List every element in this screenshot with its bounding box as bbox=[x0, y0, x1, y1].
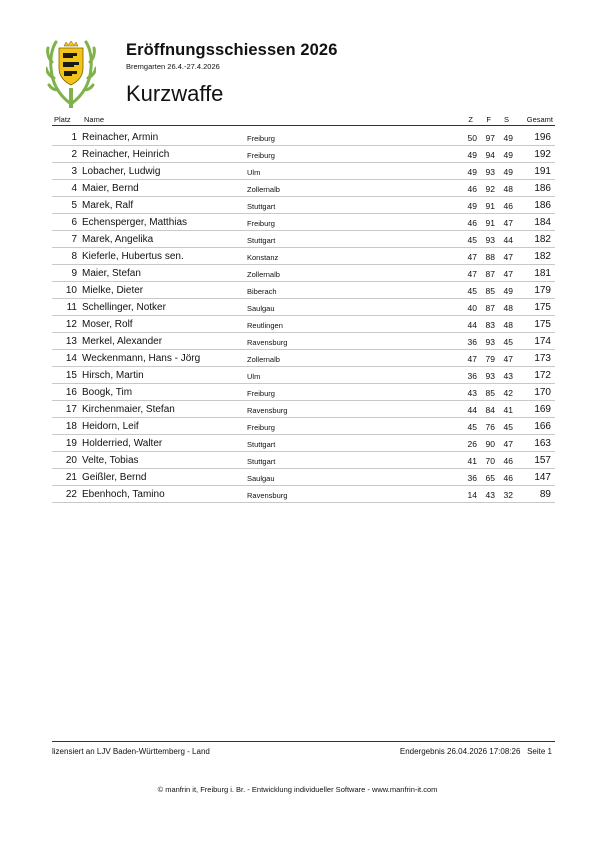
name-cell: Holderried, Walter bbox=[82, 438, 163, 449]
z-score-cell: 47 bbox=[467, 354, 477, 364]
s-score-cell: 41 bbox=[503, 405, 513, 415]
z-score-cell: 49 bbox=[467, 150, 477, 160]
result-timestamp: Endergebnis 26.04.2026 17:08:26 bbox=[399, 747, 521, 756]
s-score-cell: 46 bbox=[503, 473, 513, 483]
rank-cell: 1 bbox=[71, 132, 77, 143]
col-s-header: S bbox=[503, 115, 509, 124]
s-score-cell: 49 bbox=[503, 133, 513, 143]
club-cell: Stuttgart bbox=[247, 202, 276, 211]
col-f-header: F bbox=[486, 115, 491, 124]
f-score-cell: 93 bbox=[485, 235, 495, 245]
club-cell: Ravensburg bbox=[247, 491, 288, 500]
table-row bbox=[52, 214, 555, 231]
s-score-cell: 48 bbox=[503, 184, 513, 194]
name-cell: Heidorn, Leif bbox=[82, 421, 139, 432]
table-row bbox=[52, 163, 555, 180]
s-score-cell: 47 bbox=[503, 252, 513, 262]
total-score-cell: 196 bbox=[534, 132, 551, 143]
antler-crest-logo bbox=[46, 38, 96, 110]
total-score-cell: 175 bbox=[534, 319, 551, 330]
name-cell: Ebenhoch, Tamino bbox=[82, 489, 165, 500]
z-score-cell: 45 bbox=[467, 422, 477, 432]
total-score-cell: 89 bbox=[539, 489, 551, 500]
table-row bbox=[52, 367, 555, 384]
rank-cell: 3 bbox=[71, 166, 77, 177]
results-table bbox=[52, 129, 555, 503]
total-score-cell: 181 bbox=[534, 268, 551, 279]
rank-cell: 14 bbox=[65, 353, 77, 364]
total-score-cell: 173 bbox=[534, 353, 551, 364]
s-score-cell: 49 bbox=[503, 286, 513, 296]
rank-cell: 2 bbox=[71, 149, 77, 160]
total-score-cell: 191 bbox=[534, 166, 551, 177]
rank-cell: 15 bbox=[65, 370, 77, 381]
name-cell: Boogk, Tim bbox=[82, 387, 133, 398]
s-score-cell: 47 bbox=[503, 218, 513, 228]
club-cell: Ravensburg bbox=[247, 338, 288, 347]
name-cell: Merkel, Alexander bbox=[82, 336, 163, 347]
table-row bbox=[52, 282, 555, 299]
club-cell: Stuttgart bbox=[247, 236, 276, 245]
f-score-cell: 93 bbox=[485, 167, 495, 177]
rank-cell: 6 bbox=[71, 217, 77, 228]
f-score-cell: 43 bbox=[485, 490, 495, 500]
f-score-cell: 93 bbox=[485, 337, 495, 347]
rank-cell: 11 bbox=[66, 302, 77, 313]
rank-cell: 16 bbox=[65, 387, 77, 398]
name-cell: Maier, Bernd bbox=[82, 183, 139, 194]
table-row bbox=[52, 401, 555, 418]
club-cell: Freiburg bbox=[247, 134, 275, 143]
f-score-cell: 65 bbox=[485, 473, 495, 483]
table-row bbox=[52, 316, 555, 333]
table-row bbox=[52, 299, 555, 316]
s-score-cell: 49 bbox=[503, 150, 513, 160]
name-cell: Echensperger, Matthias bbox=[82, 217, 188, 228]
s-score-cell: 47 bbox=[503, 354, 513, 364]
s-score-cell: 45 bbox=[503, 422, 513, 432]
f-score-cell: 88 bbox=[485, 252, 495, 262]
z-score-cell: 36 bbox=[467, 473, 477, 483]
f-score-cell: 70 bbox=[485, 456, 495, 466]
total-score-cell: 157 bbox=[534, 455, 551, 466]
name-cell: Kieferle, Hubertus sen. bbox=[82, 251, 184, 262]
s-score-cell: 45 bbox=[503, 337, 513, 347]
name-cell: Reinacher, Heinrich bbox=[82, 149, 170, 160]
rank-cell: 20 bbox=[65, 455, 77, 466]
rank-cell: 9 bbox=[71, 268, 77, 279]
name-cell: Schellinger, Notker bbox=[82, 302, 166, 313]
club-cell: Freiburg bbox=[247, 423, 275, 432]
total-score-cell: 175 bbox=[534, 302, 551, 313]
z-score-cell: 26 bbox=[467, 439, 477, 449]
z-score-cell: 40 bbox=[467, 303, 477, 313]
s-score-cell: 32 bbox=[503, 490, 513, 500]
table-row bbox=[52, 418, 555, 435]
name-cell: Kirchenmaier, Stefan bbox=[82, 404, 175, 415]
z-score-cell: 46 bbox=[467, 184, 477, 194]
z-score-cell: 45 bbox=[467, 235, 477, 245]
club-cell: Zollernalb bbox=[247, 185, 280, 194]
club-cell: Saulgau bbox=[247, 474, 275, 483]
col-z-header: Z bbox=[468, 115, 473, 124]
f-score-cell: 85 bbox=[485, 388, 495, 398]
f-score-cell: 76 bbox=[485, 422, 495, 432]
table-row bbox=[52, 452, 555, 469]
name-cell: Weckenmann, Hans - Jörg bbox=[82, 353, 201, 364]
rank-cell: 22 bbox=[65, 489, 77, 500]
f-score-cell: 87 bbox=[485, 269, 495, 279]
z-score-cell: 44 bbox=[467, 320, 477, 330]
header-divider bbox=[52, 125, 555, 126]
s-score-cell: 42 bbox=[503, 388, 513, 398]
col-name-header: Name bbox=[84, 115, 105, 124]
s-score-cell: 49 bbox=[503, 167, 513, 177]
club-cell: Reutlingen bbox=[247, 321, 283, 330]
z-score-cell: 45 bbox=[467, 286, 477, 296]
f-score-cell: 84 bbox=[485, 405, 495, 415]
total-score-cell: 174 bbox=[534, 336, 551, 347]
club-cell: Freiburg bbox=[247, 219, 275, 228]
club-cell: Zollernalb bbox=[247, 270, 280, 279]
total-score-cell: 179 bbox=[534, 285, 551, 296]
name-cell: Marek, Angelika bbox=[82, 234, 154, 245]
name-cell: Mielke, Dieter bbox=[82, 285, 144, 296]
discipline-title: Kurzwaffe bbox=[126, 81, 224, 106]
s-score-cell: 43 bbox=[503, 371, 513, 381]
total-score-cell: 163 bbox=[534, 438, 551, 449]
col-rank-header: Platz bbox=[54, 115, 71, 124]
total-score-cell: 147 bbox=[534, 472, 551, 483]
s-score-cell: 47 bbox=[503, 269, 513, 279]
table-row bbox=[52, 435, 555, 452]
rank-cell: 5 bbox=[71, 200, 77, 211]
f-score-cell: 83 bbox=[485, 320, 495, 330]
club-cell: Freiburg bbox=[247, 151, 275, 160]
f-score-cell: 90 bbox=[485, 439, 495, 449]
club-cell: Zollernalb bbox=[247, 355, 280, 364]
z-score-cell: 49 bbox=[467, 167, 477, 177]
z-score-cell: 47 bbox=[467, 252, 477, 262]
s-score-cell: 47 bbox=[503, 439, 513, 449]
table-row bbox=[52, 248, 555, 265]
table-row bbox=[52, 197, 555, 214]
software-credits: © manfrin it, Freiburg i. Br. - Entwicklung individueller Software - www.manfrin-it.com bbox=[157, 785, 438, 794]
total-score-cell: 166 bbox=[534, 421, 551, 432]
name-cell: Geißler, Bernd bbox=[82, 472, 147, 483]
club-cell: Ravensburg bbox=[247, 406, 288, 415]
rank-cell: 17 bbox=[65, 404, 77, 415]
name-cell: Moser, Rolf bbox=[82, 319, 133, 330]
rank-cell: 19 bbox=[65, 438, 77, 449]
s-score-cell: 46 bbox=[503, 456, 513, 466]
rank-cell: 10 bbox=[65, 285, 77, 296]
f-score-cell: 87 bbox=[485, 303, 495, 313]
name-cell: Marek, Ralf bbox=[82, 200, 134, 211]
table-row bbox=[52, 265, 555, 282]
z-score-cell: 49 bbox=[467, 201, 477, 211]
z-score-cell: 36 bbox=[467, 337, 477, 347]
rank-cell: 12 bbox=[65, 319, 77, 330]
club-cell: Stuttgart bbox=[247, 457, 276, 466]
club-cell: Biberach bbox=[247, 287, 277, 296]
name-cell: Hirsch, Martin bbox=[82, 370, 144, 381]
total-score-cell: 184 bbox=[534, 217, 551, 228]
footer-divider bbox=[52, 741, 555, 742]
club-cell: Stuttgart bbox=[247, 440, 276, 449]
event-title: Eröffnungsschiessen 2026 bbox=[126, 41, 338, 59]
f-score-cell: 91 bbox=[485, 218, 495, 228]
col-total-header: Gesamt bbox=[526, 115, 553, 124]
rank-cell: 7 bbox=[71, 234, 77, 245]
club-cell: Saulgau bbox=[247, 304, 275, 313]
f-score-cell: 93 bbox=[485, 371, 495, 381]
club-cell: Ulm bbox=[247, 168, 261, 177]
z-score-cell: 44 bbox=[467, 405, 477, 415]
s-score-cell: 48 bbox=[503, 320, 513, 330]
club-cell: Konstanz bbox=[247, 253, 279, 262]
total-score-cell: 186 bbox=[534, 200, 551, 211]
s-score-cell: 44 bbox=[503, 235, 513, 245]
total-score-cell: 182 bbox=[534, 234, 551, 245]
page-number: Seite 1 bbox=[527, 747, 552, 756]
total-score-cell: 186 bbox=[534, 183, 551, 194]
f-score-cell: 94 bbox=[485, 150, 495, 160]
table-row bbox=[52, 350, 555, 367]
z-score-cell: 41 bbox=[467, 456, 477, 466]
f-score-cell: 91 bbox=[485, 201, 495, 211]
table-row bbox=[52, 384, 555, 401]
total-score-cell: 192 bbox=[534, 149, 551, 160]
f-score-cell: 85 bbox=[485, 286, 495, 296]
s-score-cell: 48 bbox=[503, 303, 513, 313]
name-cell: Maier, Stefan bbox=[82, 268, 141, 279]
rank-cell: 8 bbox=[71, 251, 77, 262]
event-location-dates: Bremgarten 26.4.-27.4.2026 bbox=[126, 62, 220, 71]
table-row bbox=[52, 231, 555, 248]
z-score-cell: 46 bbox=[467, 218, 477, 228]
f-score-cell: 92 bbox=[485, 184, 495, 194]
total-score-cell: 169 bbox=[534, 404, 551, 415]
table-row bbox=[52, 129, 555, 146]
rank-cell: 21 bbox=[65, 472, 77, 483]
table-row bbox=[52, 146, 555, 163]
table-row bbox=[52, 486, 555, 503]
rank-cell: 18 bbox=[65, 421, 77, 432]
club-cell: Freiburg bbox=[247, 389, 275, 398]
result-status bbox=[400, 747, 552, 756]
total-score-cell: 170 bbox=[534, 387, 551, 398]
z-score-cell: 36 bbox=[467, 371, 477, 381]
name-cell: Lobacher, Ludwig bbox=[82, 166, 161, 177]
z-score-cell: 14 bbox=[467, 490, 477, 500]
z-score-cell: 47 bbox=[467, 269, 477, 279]
z-score-cell: 43 bbox=[467, 388, 477, 398]
f-score-cell: 79 bbox=[485, 354, 495, 364]
name-cell: Velte, Tobias bbox=[82, 455, 139, 466]
name-cell: Reinacher, Armin bbox=[82, 132, 159, 143]
table-row bbox=[52, 180, 555, 197]
total-score-cell: 172 bbox=[534, 370, 551, 381]
table-row bbox=[52, 469, 555, 486]
license-text: lizensiert an LJV Baden-Württemberg - Land bbox=[52, 747, 210, 756]
table-row bbox=[52, 333, 555, 350]
club-cell: Ulm bbox=[247, 372, 261, 381]
total-score-cell: 182 bbox=[534, 251, 551, 262]
s-score-cell: 46 bbox=[503, 201, 513, 211]
f-score-cell: 97 bbox=[485, 133, 495, 143]
z-score-cell: 50 bbox=[467, 133, 477, 143]
rank-cell: 4 bbox=[71, 183, 77, 194]
rank-cell: 13 bbox=[65, 336, 77, 347]
